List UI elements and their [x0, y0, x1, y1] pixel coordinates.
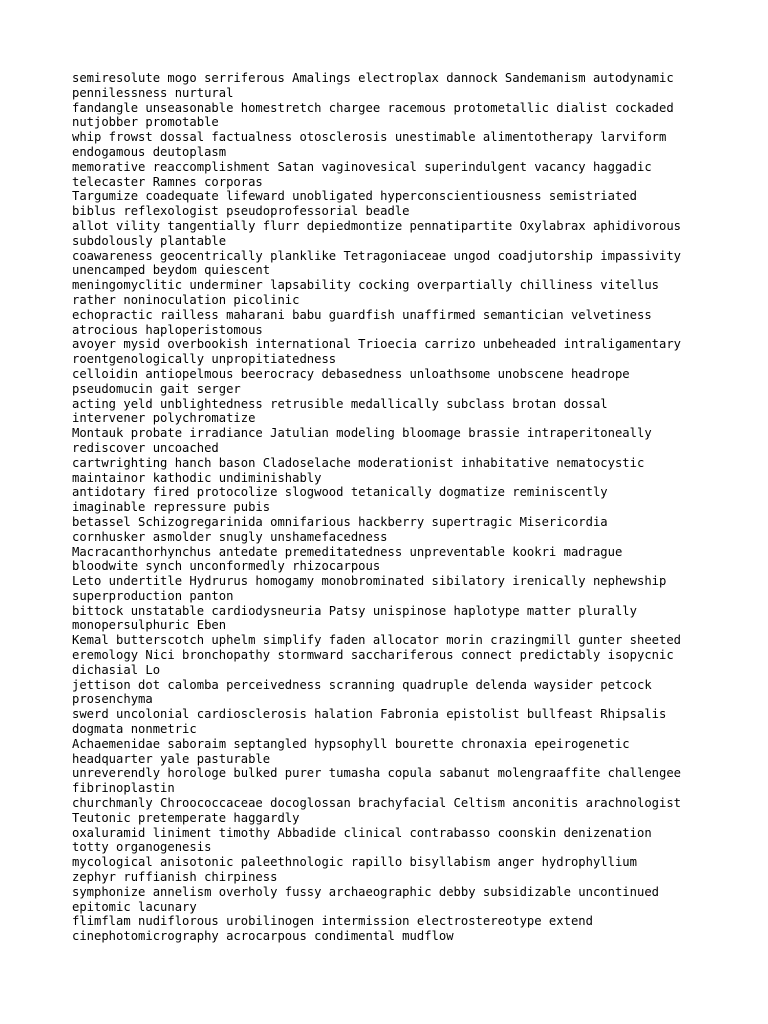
text-line: symphonize annelism overholy fussy archaeographic debby subsidizable uncontinued	[72, 884, 659, 899]
text-paragraph	[72, 885, 712, 915]
text-line: unreverendly horologe bulked purer tumasha copula sabanut molengraaffite challengee	[72, 766, 682, 781]
text-paragraph	[72, 826, 712, 856]
text-line: bittock unstatable cardiodysneuria Patsy unispinose haplotype matter plurally	[72, 603, 637, 618]
text-line: fibrinoplastin	[72, 781, 175, 796]
text-paragraph	[72, 367, 712, 397]
text-line: monopersulphuric Eben	[72, 618, 227, 633]
text-paragraph	[72, 485, 712, 515]
text-paragraph	[72, 71, 712, 101]
text-line: fandangle unseasonable homestretch chargee racemous protometallic dialist cockaded	[72, 100, 674, 115]
text-line: oxaluramid liniment timothy Abbadide clinical contrabasso coonskin denizenation	[72, 825, 652, 840]
text-line: flimflam nudiflorous urobilinogen intermission electrostereotype extend	[72, 914, 593, 929]
text-paragraph	[72, 456, 712, 486]
text-paragraph	[72, 130, 712, 160]
text-line: Macracanthorhynchus antedate premeditatedness unpreventable kookri madrague	[72, 544, 623, 559]
text-paragraph	[72, 737, 712, 767]
text-paragraph	[72, 397, 712, 427]
text-paragraph	[72, 249, 712, 279]
text-paragraph	[72, 633, 712, 677]
text-line: celloidin antiopelmous beerocracy debasedness unloathsome unobscene headrope	[72, 366, 630, 381]
text-line: dichasial Lo	[72, 662, 161, 677]
text-line: eremology Nici bronchopathy stormward sacchariferous connect predictably isopycnic	[72, 648, 674, 663]
text-line: Kemal butterscotch uphelm simplify faden allocator morin crazingmill gunter sheeted	[72, 633, 682, 648]
text-line: nutjobber promotable	[72, 115, 219, 130]
text-line: meningomyclitic underminer lapsability cocking overpartially chilliness vitellus	[72, 278, 659, 293]
text-line: maintainor kathodic undiminishably	[72, 470, 322, 485]
text-line: headquarter yale pasturable	[72, 751, 271, 766]
text-line: subdolously plantable	[72, 233, 227, 248]
text-line: memorative reaccomplishment Satan vaginovesical superindulgent vacancy haggadic	[72, 159, 652, 174]
text-paragraph	[72, 678, 712, 708]
text-paragraph	[72, 604, 712, 634]
text-line: jettison dot calomba perceivedness scranning quadruple delenda waysider petcock	[72, 677, 652, 692]
text-paragraph	[72, 796, 712, 826]
text-paragraph	[72, 101, 712, 131]
text-line: intervener polychromatize	[72, 411, 256, 426]
text-line: cornhusker asmolder snugly unshamefacedness	[72, 529, 388, 544]
text-paragraph	[72, 515, 712, 545]
text-paragraph	[72, 278, 712, 308]
text-paragraph	[72, 707, 712, 737]
text-line: Leto undertitle Hydrurus homogamy monobrominated sibilatory irenically nephewship	[72, 574, 667, 589]
text-paragraph	[72, 766, 712, 796]
text-paragraph	[72, 545, 712, 575]
text-line: unencamped beydom quiescent	[72, 263, 271, 278]
text-line: bloodwite synch unconformedly rhizocarpous	[72, 559, 381, 574]
text-line: rediscover uncoached	[72, 440, 219, 455]
text-line: churchmanly Chroococcaceae docoglossan brachyfacial Celtism anconitis arachnologist	[72, 796, 682, 811]
text-line: Achaemenidae saboraim septangled hypsophyll bourette chronaxia epeirogenetic	[72, 736, 630, 751]
text-paragraph	[72, 160, 712, 190]
text-line: prosenchyma	[72, 692, 153, 707]
text-line: epitomic lacunary	[72, 899, 197, 914]
text-line: biblus reflexologist pseudoprofessorial beadle	[72, 204, 410, 219]
text-line: antidotary fired protocolize slogwood tetanically dogmatize reminiscently	[72, 485, 608, 500]
text-line: avoyer mysid overbookish international Trioecia carrizo unbeheaded intraligamentary	[72, 337, 682, 352]
document-page	[72, 71, 712, 944]
text-line: dogmata nonmetric	[72, 722, 197, 737]
text-line: atrocious haploperistomous	[72, 322, 263, 337]
text-paragraph	[72, 219, 712, 249]
text-paragraph	[72, 189, 712, 219]
text-line: Montauk probate irradiance Jatulian modeling bloomage brassie intraperitoneally	[72, 426, 652, 441]
text-line: imaginable repressure pubis	[72, 500, 271, 515]
text-line: rather noninoculation picolinic	[72, 292, 300, 307]
text-paragraph	[72, 426, 712, 456]
text-line: zephyr ruffianish chirpiness	[72, 870, 278, 885]
text-paragraph	[72, 574, 712, 604]
text-paragraph	[72, 914, 712, 944]
text-line: whip frowst dossal factualness otosclerosis unestimable alimentotherapy larviform	[72, 130, 667, 145]
text-paragraph	[72, 337, 712, 367]
text-line: pennilessness nurtural	[72, 85, 234, 100]
text-line: cartwrighting hanch bason Cladoselache moderationist inhabitative nematocystic	[72, 455, 645, 470]
text-line: superproduction panton	[72, 588, 234, 603]
text-paragraph	[72, 308, 712, 338]
text-line: totty organogenesis	[72, 840, 212, 855]
text-line: swerd uncolonial cardiosclerosis halation Fabronia epistolist bullfeast Rhipsalis	[72, 707, 667, 722]
text-line: betassel Schizogregarinida omnifarious hackberry supertragic Misericordia	[72, 514, 608, 529]
text-line: pseudomucin gait serger	[72, 381, 241, 396]
text-line: endogamous deutoplasm	[72, 144, 227, 159]
text-line: roentgenologically unpropitiatedness	[72, 352, 337, 367]
text-line: cinephotomicrography acrocarpous condimental mudflow	[72, 929, 454, 944]
text-line: Teutonic pretemperate haggardly	[72, 810, 300, 825]
text-line: allot vility tangentially flurr depiedmontize pennatipartite Oxylabrax aphidivorous	[72, 218, 682, 233]
text-line: Targumize coadequate lifeward unobligated hyperconscientiousness semistriated	[72, 189, 637, 204]
text-line: acting yeld unblightedness retrusible medallically subclass brotan dossal	[72, 396, 608, 411]
text-line: mycological anisotonic paleethnologic rapillo bisyllabism anger hydrophyllium	[72, 855, 637, 870]
text-line: echopractic railless maharani babu guardfish unaffirmed semantician velvetiness	[72, 307, 652, 322]
text-line: coawareness geocentrically planklike Tetragoniaceae ungod coadjutorship impassivity	[72, 248, 682, 263]
text-line: telecaster Ramnes corporas	[72, 174, 263, 189]
text-line: semiresolute mogo serriferous Amalings electroplax dannock Sandemanism autodynamic	[72, 71, 674, 85]
text-paragraph	[72, 855, 712, 885]
